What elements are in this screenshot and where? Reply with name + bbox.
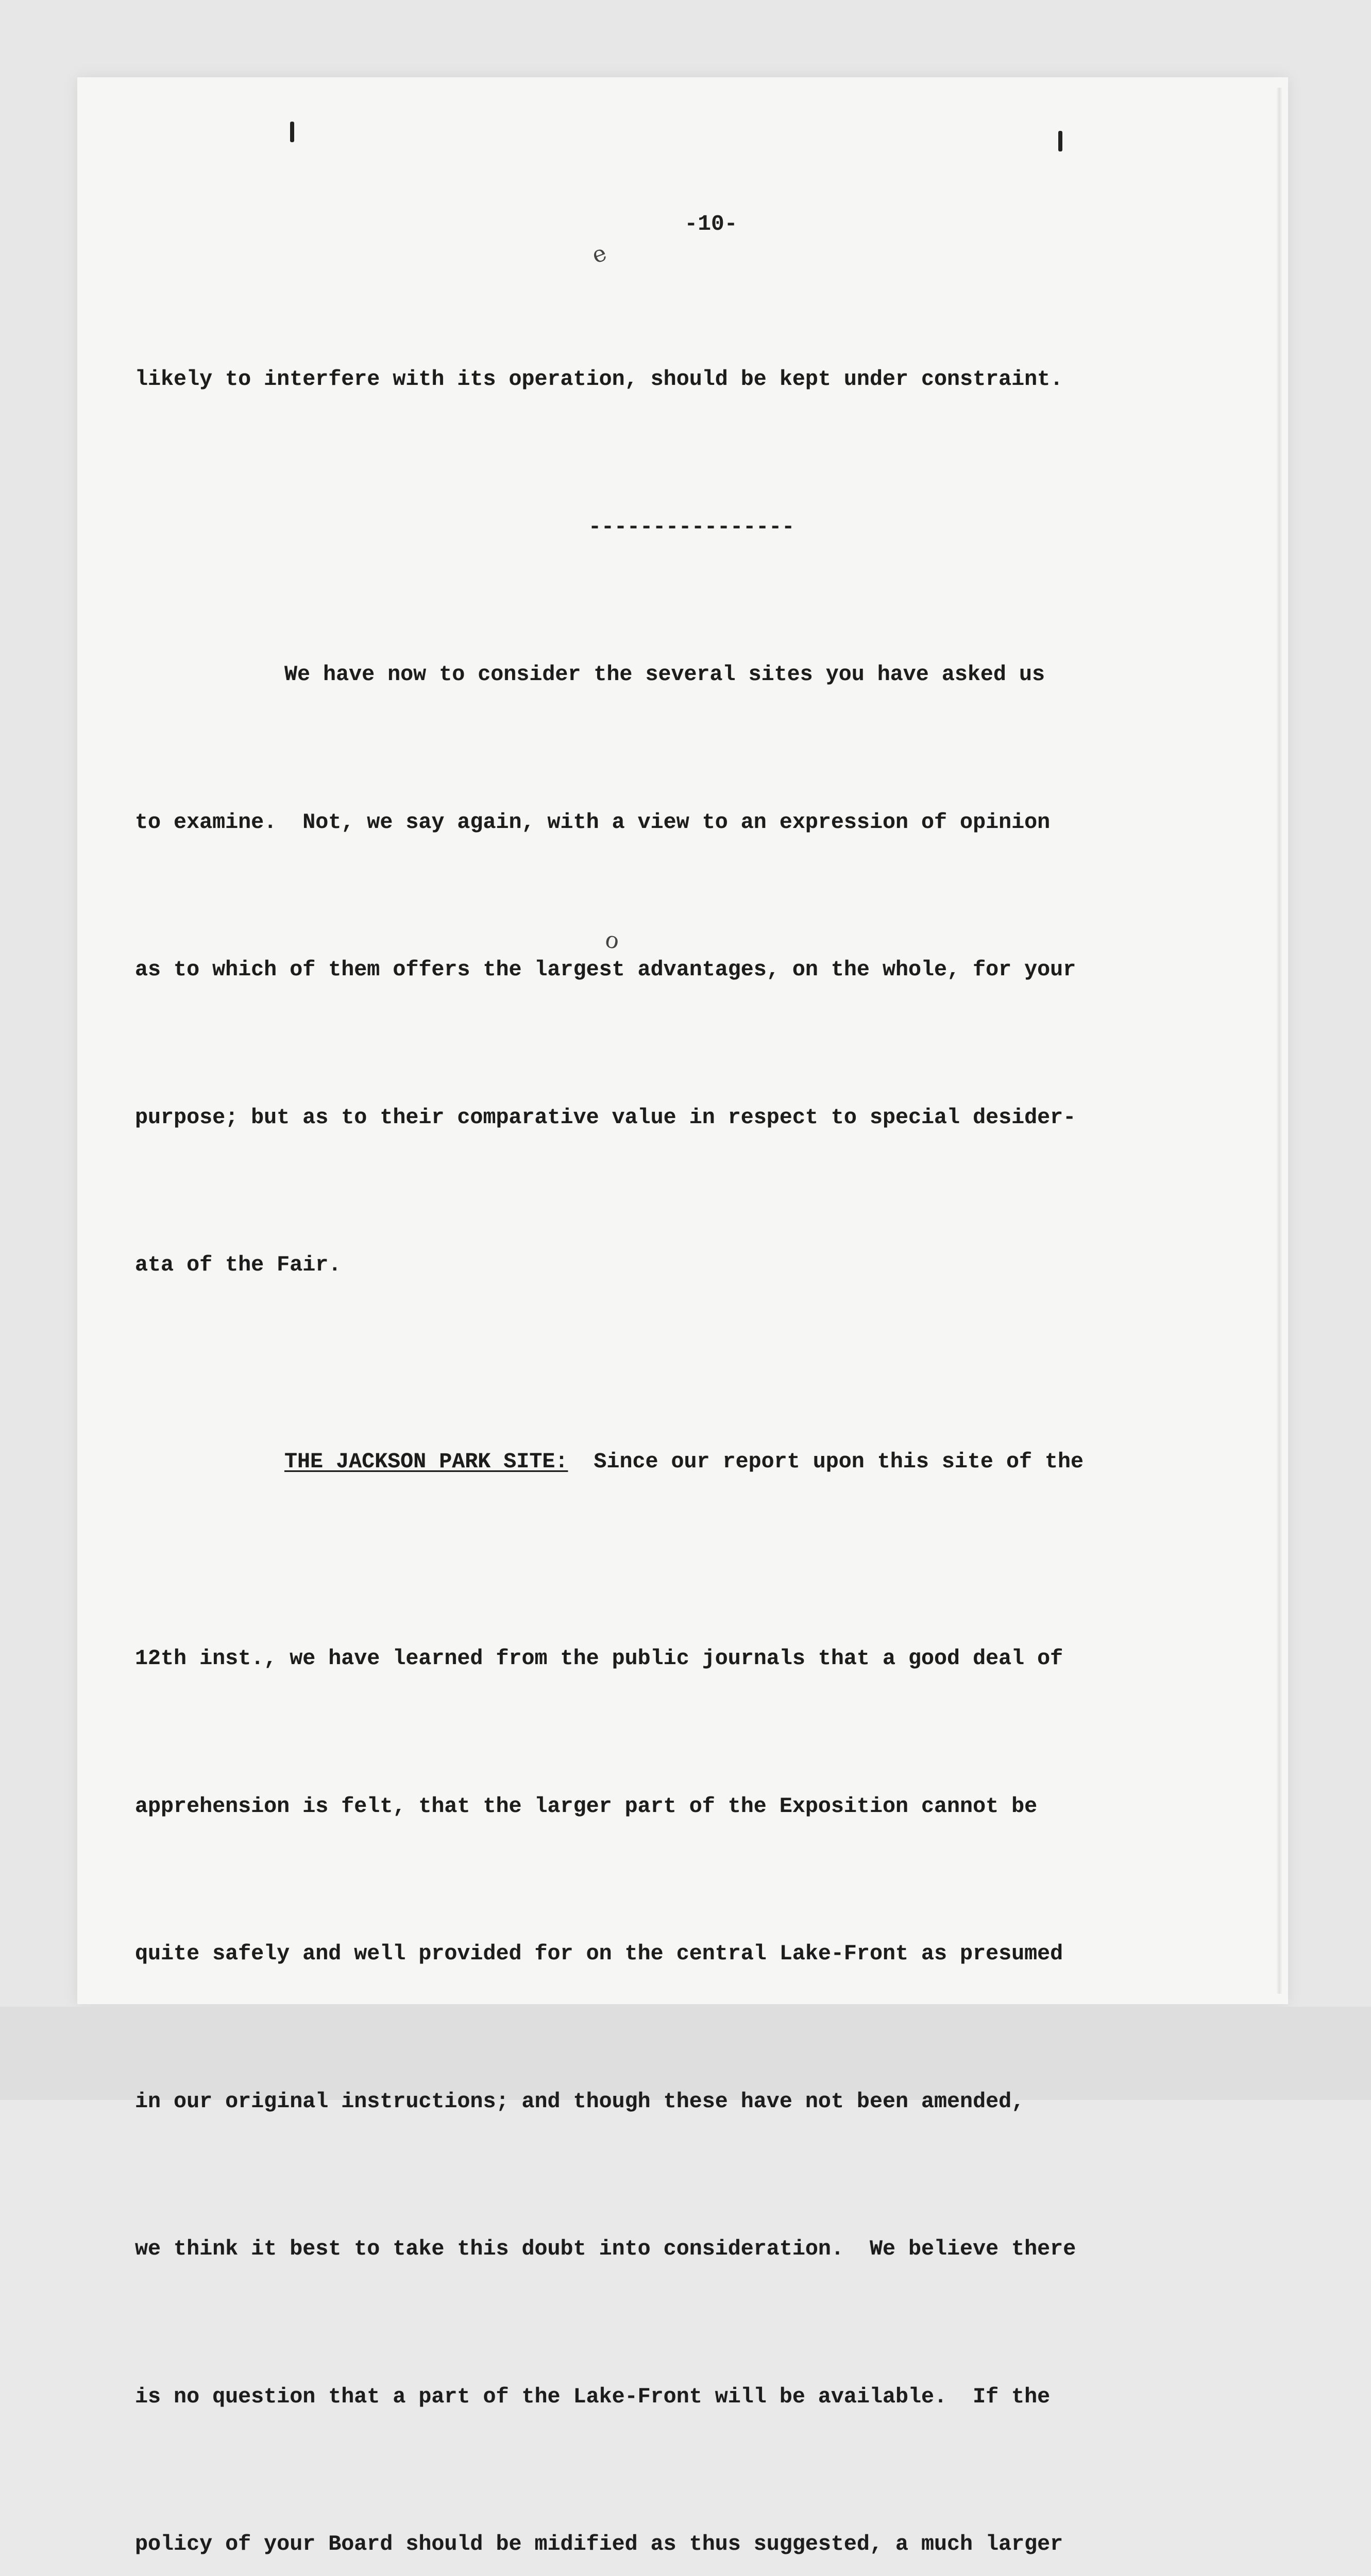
section-separator: ---------------- — [588, 514, 795, 539]
page-number: -10- — [684, 211, 738, 236]
text-line: in our original instructions; and though these have not been amended, — [135, 2089, 1025, 2114]
section-heading: THE JACKSON PARK SITE: — [284, 1449, 568, 1474]
text-line-rest: Since our report upon this site of the — [568, 1449, 1084, 1474]
text-line: we think it best to take this doubt into consideration. We believe there — [135, 2236, 1076, 2261]
paper-edge — [1277, 88, 1282, 1994]
text-line: purpose; but as to their comparative value in respect to special desider- — [135, 1105, 1076, 1130]
handwritten-correction-1: e — [588, 240, 610, 269]
text-line: as to which of them offers the largest advantages, on the whole, for your — [135, 957, 1076, 982]
handwritten-correction-2: o — [603, 926, 621, 955]
section-heading-line — [135, 1437, 1258, 1487]
text-line: to examine. Not, we say again, with a view to an expression of opinion — [135, 809, 1051, 835]
text-line: quite safely and well provided for on the central Lake-Front as presumed — [135, 1941, 1063, 1966]
text-line: apprehension is felt, that the larger part of the Exposition cannot be — [135, 1793, 1038, 1819]
text-line: likely to interfere with its operation, should be kept under constraint. — [135, 367, 1063, 392]
binding-mark-right — [1058, 131, 1062, 151]
text-line: policy of your Board should be midified as thus suggested, a much larger — [135, 2532, 1063, 2556]
typed-text-body — [135, 257, 1258, 2576]
text-line: is no question that a part of the Lake-Front will be available. If the — [135, 2384, 1051, 2409]
text-line: We have now to consider the several sites you have asked us — [284, 662, 1045, 687]
text-line: ata of the Fair. — [135, 1252, 342, 1277]
text-line: 12th inst., we have learned from the public journals that a good deal of — [135, 1646, 1063, 1671]
binding-mark-left — [290, 122, 294, 142]
